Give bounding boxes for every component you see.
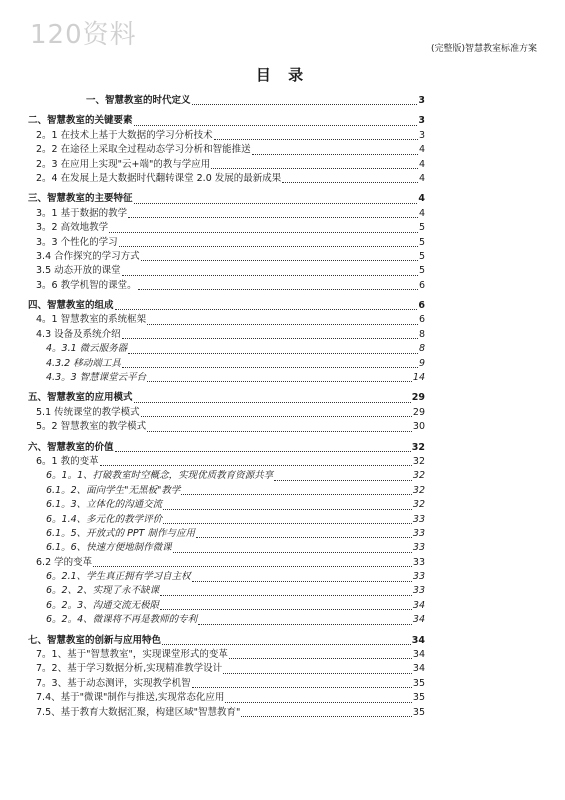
toc-entry-title: 4.3.2 移动端工具 (46, 357, 121, 369)
toc-entry-title: 7。1、基于"智慧教室"，实现课堂形式的变革 (36, 649, 228, 661)
toc-entry[interactable] (28, 342, 425, 356)
toc-entry-page: 33 (412, 527, 425, 539)
toc-entry-page: 35 (412, 692, 425, 704)
toc-entry-title: 7.4、基于"微课"制作与推送,实现常态化应用 (36, 692, 225, 704)
toc-entry[interactable] (28, 264, 425, 278)
toc-entry[interactable] (28, 648, 425, 662)
toc-entry-page: 30 (412, 421, 425, 433)
toc-entry-page: 5 (418, 222, 425, 234)
toc-entry[interactable] (28, 498, 425, 512)
dot-leader (173, 543, 412, 553)
dot-leader (211, 159, 418, 169)
toc-entry[interactable] (28, 527, 425, 541)
toc-entry[interactable] (28, 441, 425, 455)
dot-leader (128, 208, 418, 218)
dot-leader (147, 422, 412, 432)
toc-entry[interactable] (28, 484, 425, 498)
dot-leader (134, 116, 418, 126)
toc-entry-page: 32 (412, 484, 425, 496)
toc-entry[interactable] (28, 207, 425, 221)
toc-entry-page: 29 (412, 406, 425, 418)
toc-entry[interactable] (28, 420, 425, 434)
dot-leader (147, 315, 418, 325)
toc-entry-title: 3。1 基于数据的教学 (36, 207, 128, 219)
dot-leader (192, 572, 412, 582)
toc-entry-page: 35 (412, 677, 425, 689)
toc-entry-title: 6.1。5、开放式的 PPT 制作与应用 (46, 527, 195, 539)
toc-entry[interactable] (28, 221, 425, 235)
dot-leader (109, 223, 418, 233)
toc-entry-page: 34 (412, 649, 425, 661)
toc-entry-page: 33 (412, 571, 425, 583)
dot-leader (134, 194, 418, 204)
toc-entry-title: 一、智慧教室的时代定义 (86, 94, 191, 106)
dot-leader (163, 500, 412, 510)
dot-leader (181, 485, 412, 495)
table-of-contents (28, 94, 425, 720)
toc-entry-page: 4 (418, 158, 425, 170)
toc-entry-page: 32 (412, 455, 425, 467)
toc-entry-page: 34 (411, 634, 425, 646)
toc-entry[interactable] (28, 313, 425, 327)
toc-entry-title: 2。4 在发展上是大数据时代翻转课堂 2.0 发展的最新成果 (36, 172, 282, 184)
toc-entry-title: 3。3 个性化的学习 (36, 236, 118, 248)
toc-entry-page: 3 (418, 94, 425, 106)
toc-entry[interactable] (28, 513, 425, 527)
dot-leader (122, 266, 418, 276)
dot-leader (198, 615, 412, 625)
toc-entry[interactable] (28, 585, 425, 599)
toc-entry-title: 6。1 教的变革 (36, 455, 99, 467)
toc-entry-page: 33 (412, 542, 425, 554)
toc-entry[interactable] (28, 662, 425, 676)
toc-entry-title: 6。2。4、微课将不再是教师的专利 (46, 614, 198, 626)
dot-leader (115, 300, 418, 310)
toc-entry-title: 3。6 教学机智的课堂。 (36, 279, 137, 291)
toc-entry-title: 3。2 高效地教学 (36, 222, 109, 234)
toc-entry-page: 5 (418, 265, 425, 277)
toc-entry[interactable] (28, 599, 425, 613)
toc-heading: 目 录 (255, 66, 310, 84)
dot-leader (122, 329, 418, 339)
dot-leader (119, 237, 418, 247)
toc-entry-title: 6.1。2、面向学生"无黑板"教学 (46, 484, 181, 496)
toc-entry-title: 7。2、基于学习数据分析,实现精准教学设计 (36, 663, 223, 675)
dot-leader (163, 514, 412, 524)
toc-entry-page: 33 (412, 585, 425, 597)
toc-entry-title: 4。1 智慧教室的系统框架 (36, 314, 147, 326)
toc-entry[interactable] (28, 143, 425, 157)
toc-entry-page: 9 (418, 357, 425, 369)
toc-entry[interactable] (28, 570, 425, 584)
document-title: (完整版)智慧教室标准方案 (430, 44, 537, 54)
toc-entry-page: 8 (418, 343, 425, 355)
toc-entry-title: 6.2 学的变革 (36, 556, 93, 568)
toc-entry[interactable] (28, 158, 425, 172)
dot-leader (274, 471, 412, 481)
dot-leader (141, 251, 418, 261)
dot-leader (93, 557, 412, 567)
dot-leader (128, 344, 418, 354)
toc-entry-title: 二、智慧教室的关键要素 (28, 115, 133, 127)
toc-entry-title: 3.5 动态开放的课堂 (36, 265, 121, 277)
toc-entry-title: 2。3 在应用上实现"云+端"的教与学应用 (36, 158, 211, 170)
toc-entry[interactable] (28, 94, 425, 108)
toc-entry-page: 6 (418, 300, 425, 312)
toc-entry-title: 6.1。3、立体化的沟通交流 (46, 499, 163, 511)
dot-leader (196, 528, 412, 538)
toc-entry[interactable] (28, 406, 425, 420)
toc-entry-page: 4 (418, 193, 425, 205)
dot-leader (229, 649, 412, 659)
toc-entry[interactable] (28, 391, 425, 405)
toc-entry-page: 4 (418, 172, 425, 184)
dot-leader (147, 372, 412, 382)
dot-leader (162, 635, 411, 645)
toc-entry-page: 34 (412, 614, 425, 626)
toc-entry-title: 七、智慧教室的创新与应用特色 (28, 634, 162, 646)
toc-entry-page: 34 (412, 599, 425, 611)
toc-entry-title: 5。2 智慧教室的教学模式 (36, 421, 147, 433)
toc-entry-title: 4。3.1 微云服务器 (46, 343, 128, 355)
toc-entry[interactable] (28, 250, 425, 264)
toc-entry[interactable] (28, 357, 425, 371)
toc-entry[interactable] (28, 634, 425, 648)
toc-entry-title: 4.3。3 智慧课堂云平台 (46, 372, 147, 384)
toc-entry-page: 33 (412, 513, 425, 525)
toc-entry[interactable] (28, 129, 425, 143)
toc-entry[interactable] (28, 371, 425, 385)
toc-entry-page: 35 (412, 706, 425, 718)
toc-entry[interactable] (28, 328, 425, 342)
dot-leader (160, 600, 412, 610)
dot-leader (138, 280, 418, 290)
dot-leader (241, 707, 412, 717)
toc-entry[interactable] (28, 172, 425, 186)
toc-entry-page: 14 (412, 372, 425, 384)
dot-leader (252, 145, 418, 155)
toc-entry-title: 6。2。3、沟通交流无极限 (46, 599, 160, 611)
toc-entry-title: 三、智慧教室的主要特征 (28, 193, 133, 205)
toc-entry-page: 29 (411, 392, 425, 404)
toc-entry[interactable] (28, 279, 425, 293)
toc-entry-title: 四、智慧教室的组成 (28, 300, 114, 312)
toc-entry-page: 4 (418, 144, 425, 156)
toc-entry-title: 6。1。1、打破教室时空概念，实现优质教育资源共享 (46, 470, 274, 482)
dot-leader (100, 456, 412, 466)
toc-entry-page: 3 (418, 129, 425, 141)
toc-entry[interactable] (28, 455, 425, 469)
toc-entry-page: 5 (418, 250, 425, 262)
dot-leader (115, 442, 411, 452)
toc-entry-title: 六、智慧教室的价值 (28, 441, 114, 453)
toc-entry-page: 6 (418, 314, 425, 326)
toc-entry-page: 32 (411, 441, 425, 453)
toc-entry-title: 6。2.1、学生真正拥有学习自主权 (46, 571, 191, 583)
toc-entry-page: 33 (412, 556, 425, 568)
toc-entry-page: 3 (418, 115, 425, 127)
toc-entry-title: 五、智慧教室的应用模式 (28, 392, 133, 404)
toc-entry[interactable] (28, 114, 425, 128)
toc-entry-page: 8 (418, 328, 425, 340)
toc-entry-title: 2。2 在途径上采取全过程动态学习分析和智能推送 (36, 144, 251, 156)
dot-leader (141, 407, 412, 417)
dot-leader (225, 693, 412, 703)
dot-leader (122, 358, 418, 368)
toc-entry-page: 5 (418, 236, 425, 248)
dot-leader (192, 95, 418, 105)
toc-entry[interactable] (28, 706, 425, 720)
toc-entry[interactable] (28, 299, 425, 313)
dot-leader (134, 393, 411, 403)
toc-entry-title: 7.5、基于教育大数据汇聚，构建区域"智慧教育" (36, 706, 241, 718)
toc-entry-page: 4 (418, 207, 425, 219)
toc-entry[interactable] (28, 556, 425, 570)
dot-leader (223, 664, 412, 674)
toc-entry[interactable] (28, 613, 425, 627)
dot-leader (282, 173, 418, 183)
toc-entry[interactable] (28, 469, 425, 483)
toc-entry[interactable] (28, 192, 425, 206)
dot-leader (192, 678, 412, 688)
toc-entry-page: 34 (412, 663, 425, 675)
watermark: 120资料 (30, 20, 137, 50)
dot-leader (214, 130, 418, 140)
toc-entry-title: 3.4 合作探究的学习方式 (36, 250, 140, 262)
toc-entry-page: 32 (412, 499, 425, 511)
toc-entry[interactable] (28, 541, 425, 555)
toc-entry-title: 6.1。6、快速方便地制作微课 (46, 542, 172, 554)
toc-entry-title: 6。1.4、多元化的教学评价 (46, 513, 163, 525)
toc-entry-title: 7。3、基于动态测评，实现教学机智 (36, 677, 191, 689)
dot-leader (160, 586, 412, 596)
toc-entry[interactable] (28, 691, 425, 705)
toc-entry-page: 6 (418, 279, 425, 291)
toc-entry-title: 2。1 在技术上基于大数据的学习分析技术 (36, 129, 213, 141)
toc-entry-title: 6。2、2、实现了永不缺课 (46, 585, 160, 597)
toc-entry-page: 32 (412, 470, 425, 482)
toc-entry-title: 5.1 传统课堂的教学模式 (36, 406, 140, 418)
toc-entry[interactable] (28, 677, 425, 691)
toc-entry[interactable] (28, 236, 425, 250)
toc-entry-title: 4.3 设备及系统介绍 (36, 328, 121, 340)
